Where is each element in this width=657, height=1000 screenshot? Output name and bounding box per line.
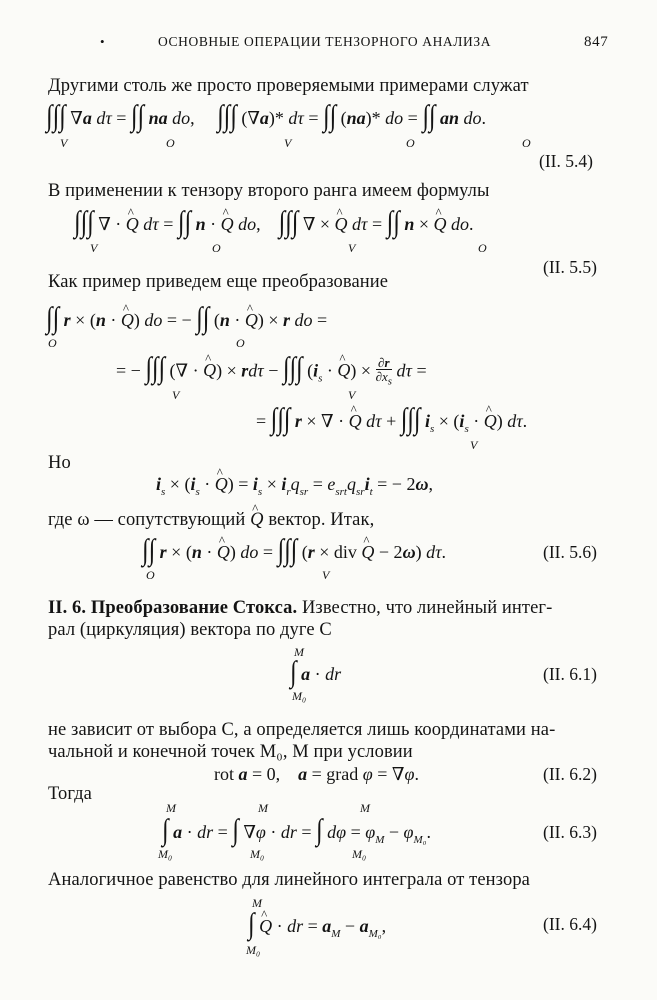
header-mark: • — [100, 34, 106, 49]
section-text: Известно, что линейный интег- — [301, 598, 553, 618]
formula-companion: $i_s \times (i_s$ · ^ $Q) = i_s \times i_rq_{sr} = e_{srt}q_{sr}i_t$ = − 2ω, — [156, 474, 433, 498]
limit-V: V — [322, 568, 330, 582]
limit-O: O — [522, 136, 531, 150]
limit-M: M — [258, 801, 268, 815]
limit-M0: M₀ — [292, 689, 307, 703]
running-title: ОСНОВНЫЕ ОПЕРАЦИИ ТЕНЗОРНОГО АНАЛИЗА — [158, 34, 492, 49]
formula-6-3: ∫ a · dr = ∫ ∇φ · dr = ∫ $d\varphi = \varphi_M - \varphi_{M_0}$. — [162, 814, 432, 848]
section-stokes-line2: рал (циркуляция) вектора по дуге C — [48, 620, 332, 640]
equation-number: (II. 5.5) — [543, 257, 597, 277]
limit-M: M — [294, 645, 304, 659]
equation-number: (II. 6.2) — [543, 764, 597, 784]
paragraph-then: Тогда — [48, 784, 92, 804]
limit-M0: M₀ — [246, 943, 261, 957]
limit-O: O — [478, 241, 487, 255]
limit-O: O — [146, 568, 155, 582]
equation-number: (II. 6.3) — [543, 822, 597, 842]
equation-number: (II. 5.6) — [543, 542, 597, 562]
paragraph-transformation: Как пример приведем еще преобразование — [48, 272, 389, 292]
limit-M0: M₀ — [352, 847, 367, 861]
formula-6-4: ∫ ^ Q · dr = $a_M - a_{M_0}$, — [248, 912, 386, 940]
paragraph-independence-line1: не зависит от выбора C, а определяется лишь координатами на- — [48, 720, 556, 740]
formula-6-2: rot a = 0, a = grad φ = ∇φ. — [214, 764, 419, 784]
limit-O: O — [48, 336, 57, 350]
limit-O: O — [236, 336, 245, 350]
paragraph-examples: Другими столь же просто проверяемыми примерами служат — [48, 76, 529, 96]
paragraph-analogous: Аналогичное равенство для линейного интеграла от тензора — [48, 870, 530, 890]
section-heading: II. 6. Преобразование Стокса. — [48, 598, 298, 618]
companion-text-after: вектор. Итак, — [268, 510, 375, 530]
limit-V: V — [60, 136, 68, 150]
formula-5-6: ∫∫ r × (n · ^ Q) do = ∫∫∫ (r × div ^ Q − 2ω) dτ. — [142, 538, 446, 565]
formula-transform-line1: ∫∫ r × (n · ^ Q) do = − ∫∫ (n · ^ Q) × r do = — [46, 306, 327, 333]
formula-6-1: ∫ a · dr — [290, 656, 342, 690]
paragraph-but: Но — [48, 453, 71, 473]
paragraph-tensor-formulas: В применении к тензору второго ранга имеем формулы — [48, 181, 490, 201]
limit-M0: M₀ — [250, 847, 265, 861]
limit-V: V — [348, 388, 356, 402]
limit-M: M — [166, 801, 176, 815]
limit-V: V — [348, 241, 356, 255]
limit-O: O — [166, 136, 175, 150]
paragraph-independence-line2: чальной и конечной точек M₀, M при условии — [48, 742, 413, 762]
equation-number: (II. 6.4) — [543, 914, 597, 934]
page-number: 847 — [584, 34, 609, 50]
limit-V: V — [470, 438, 478, 452]
limit-M: M — [360, 801, 370, 815]
q-hat-symbol: ^ Q — [250, 510, 263, 531]
limit-V: V — [90, 241, 98, 255]
limit-M0: M₀ — [158, 847, 173, 861]
paragraph-companion-vector — [48, 510, 374, 531]
companion-text-before: где ω — сопутствующий — [48, 510, 246, 530]
limit-V: V — [172, 388, 180, 402]
formula-5-5: ∫∫∫ ∇ · ^ Q dτ = ∫∫ n · ^ Q do, ∫∫∫ ∇ × ^ Q dτ = ∫∫ n × ^ Q do. — [74, 210, 473, 237]
limit-O: O — [406, 136, 415, 150]
section-stokes-line1 — [48, 598, 552, 619]
equation-number: (II. 5.4) — [539, 151, 593, 171]
limit-O: O — [212, 241, 221, 255]
limit-M: M — [252, 896, 262, 910]
formula-5-4: ∫∫∫ ∇a dτ = ∫∫ na do, ∫∫∫ (∇a)* dτ = ∫∫ (na)* do = ∫∫ an do. — [46, 100, 486, 134]
limit-V: V — [284, 136, 292, 150]
equation-number: (II. 6.1) — [543, 664, 597, 684]
formula-transform-line2: = − ∫∫∫ (∇ · ^ Q) × rdτ − ∫∫∫ ($i_s$ · ^ Q) × $\frac{\partial r}{\partial x_s}$ dτ = — [116, 356, 427, 389]
formula-transform-line3: = ∫∫∫ r × ∇ · ^ Q dτ + ∫∫∫ $i_s \times (i_s$ · ^ Q) dτ. — [256, 407, 527, 435]
